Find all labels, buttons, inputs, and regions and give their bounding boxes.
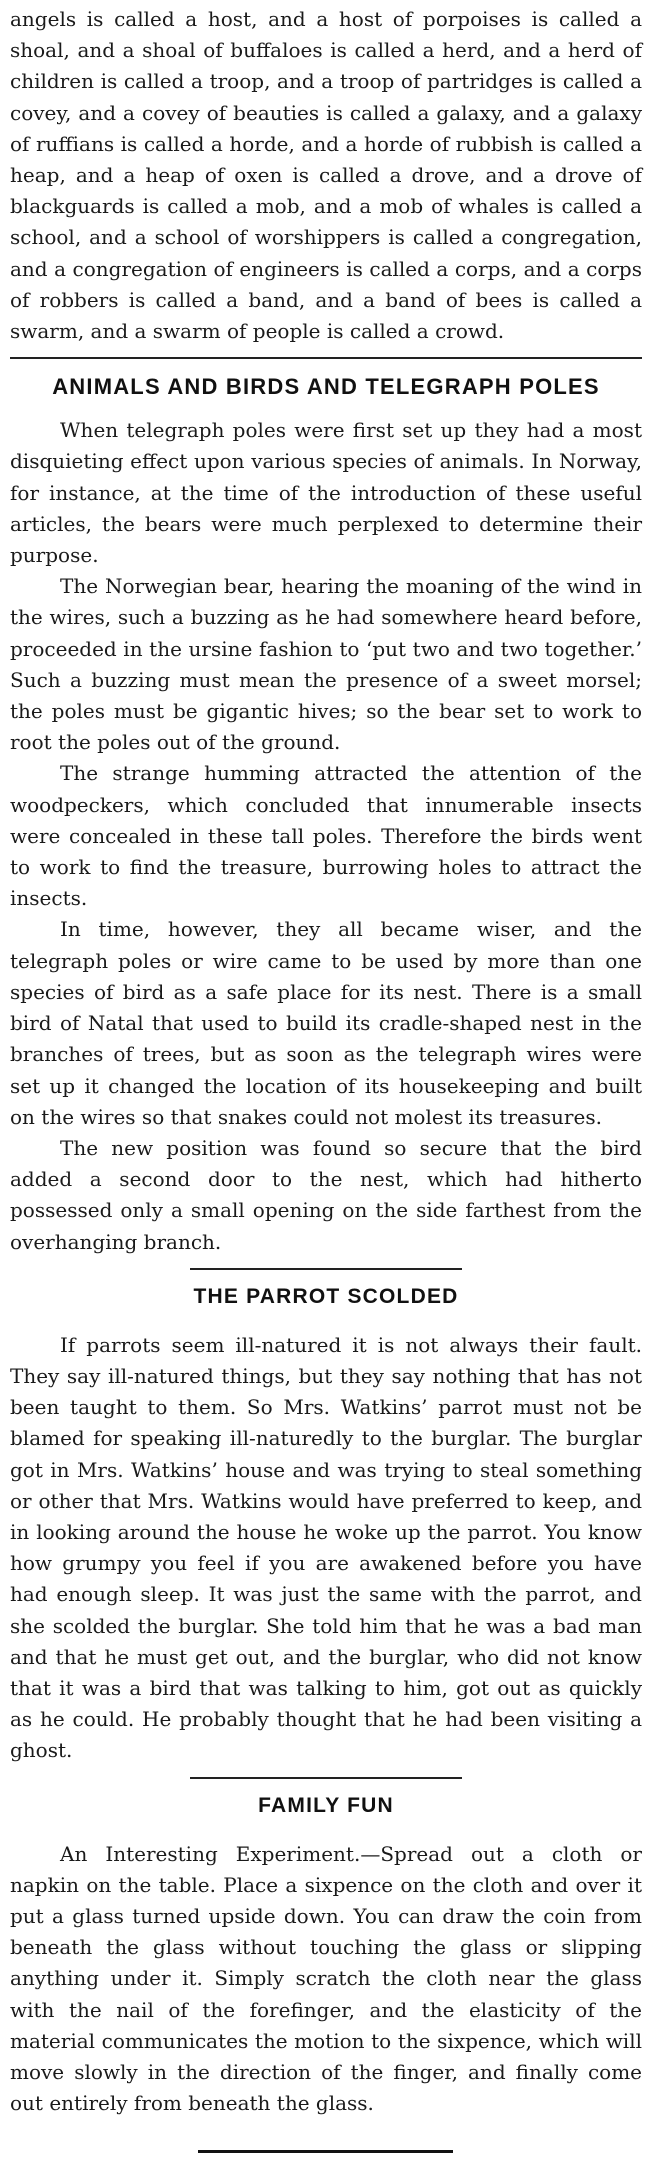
section-family-fun: [10, 1777, 642, 2120]
paragraph: The Norwegian bear, hearing the moaning of the wind in the wires, such a buzzing as he had somewhere heard before, proceeded in the ursine fashion to ‘put two and two together.’ Such a buzzing must mean the presence of a sweet morsel; the poles must be gigantic hives; so the bear set to work to root the poles out of the ground.: [10, 574, 642, 755]
section-telegraph-poles: [10, 361, 642, 1257]
section-heading: FAMILY FUN: [258, 1793, 394, 1817]
paragraph: When telegraph poles were first set up they had a most disquieting effect upon various species of animals. In Norway, for instance, at the time of the introduction of these useful articles, the bears were much perplexed to determine their purpose.: [10, 418, 642, 568]
section-divider: [190, 1777, 462, 1779]
paragraph: The strange humming attracted the attention of the woodpeckers, which concluded that innumerable insects were concealed in these tall poles. Therefore the birds went to work to find the treasure, burrowing holes to attract the insects.: [10, 761, 642, 911]
paragraph: An Interesting Experiment.—Spread out a cloth or napkin on the table. Place a sixpence on the cloth and over it put a glass turned upside down. You can draw the coin from beneath the glass without touching the glass or slipping anything under it. Simply scratch the cloth near the glass with the nail of the forefinger, and the elasticity of the material communicates the motion to the sixpence, which will move slowly in the direction of the finger, and finally come out entirely from beneath the glass.: [10, 1841, 642, 2116]
section-divider: [190, 1268, 462, 1270]
section-heading: THE PARROT SCOLDED: [193, 1284, 459, 1308]
paragraph: In time, however, they all became wiser, and the telegraph poles or wire came to be used by more than one species of bird as a safe place for its nest. There is a small bird of Natal that used to build its cradle-shaped nest in the branches of trees, but as soon as the telegraph wires were set up it changed the location of its housekeeping and built on the wires so that snakes could not molest its treasures.: [10, 917, 642, 1129]
section-heading: ANIMALS AND BIRDS AND TELEGRAPH POLES: [52, 374, 600, 400]
intro-paragraph: angels is called a host, and a host of porpoises is called a shoal, and a shoal of buffaloes is called a herd, and a herd of children is called a troop, and a troop of partridges is called a covey, and a covey of beauties is called a galaxy, and a galaxy of ruffians is called a horde, and a horde of rubbish is called a heap, and a heap of oxen is called a drove, and a drove of blackguards is called a mob, and a mob of whales is called a school, and a school of worshippers is called a congregation, and a congregation of engineers is called a corps, and a corps of robbers is called a band, and a band of bees is called a swarm, and a swarm of people is called a crowd.: [10, 7, 642, 344]
article-column: [10, 4, 642, 2119]
section-divider: [10, 357, 642, 359]
paragraph: The new position was found so secure that the bird added a second door to the nest, which had hitherto possessed only a small opening on the side farthest from the overhanging branch.: [10, 1135, 642, 1254]
paragraph: If parrots seem ill-natured it is not always their fault. They say ill-natured things, but they say nothing that has not been taught to them. So Mrs. Watkins’ parrot must not be blamed for speaking ill-naturedly to the burglar. The burglar got in Mrs. Watkins’ house and was trying to steal something or other that Mrs. Watkins would have preferred to keep, and in looking around the house he woke up the parrot. You know how grumpy you feel if you are awakened before you have had enough sleep. It was just the same with the parrot, and she scolded the burglar. She told him that he was a bad man and that he must get out, and the burglar, who did not know that it was a bird that was talking to him, got out as quickly as he could. He probably thought that he had been visiting a ghost.: [10, 1332, 642, 1763]
footer-divider: [198, 2150, 453, 2153]
section-parrot: [10, 1268, 642, 1767]
